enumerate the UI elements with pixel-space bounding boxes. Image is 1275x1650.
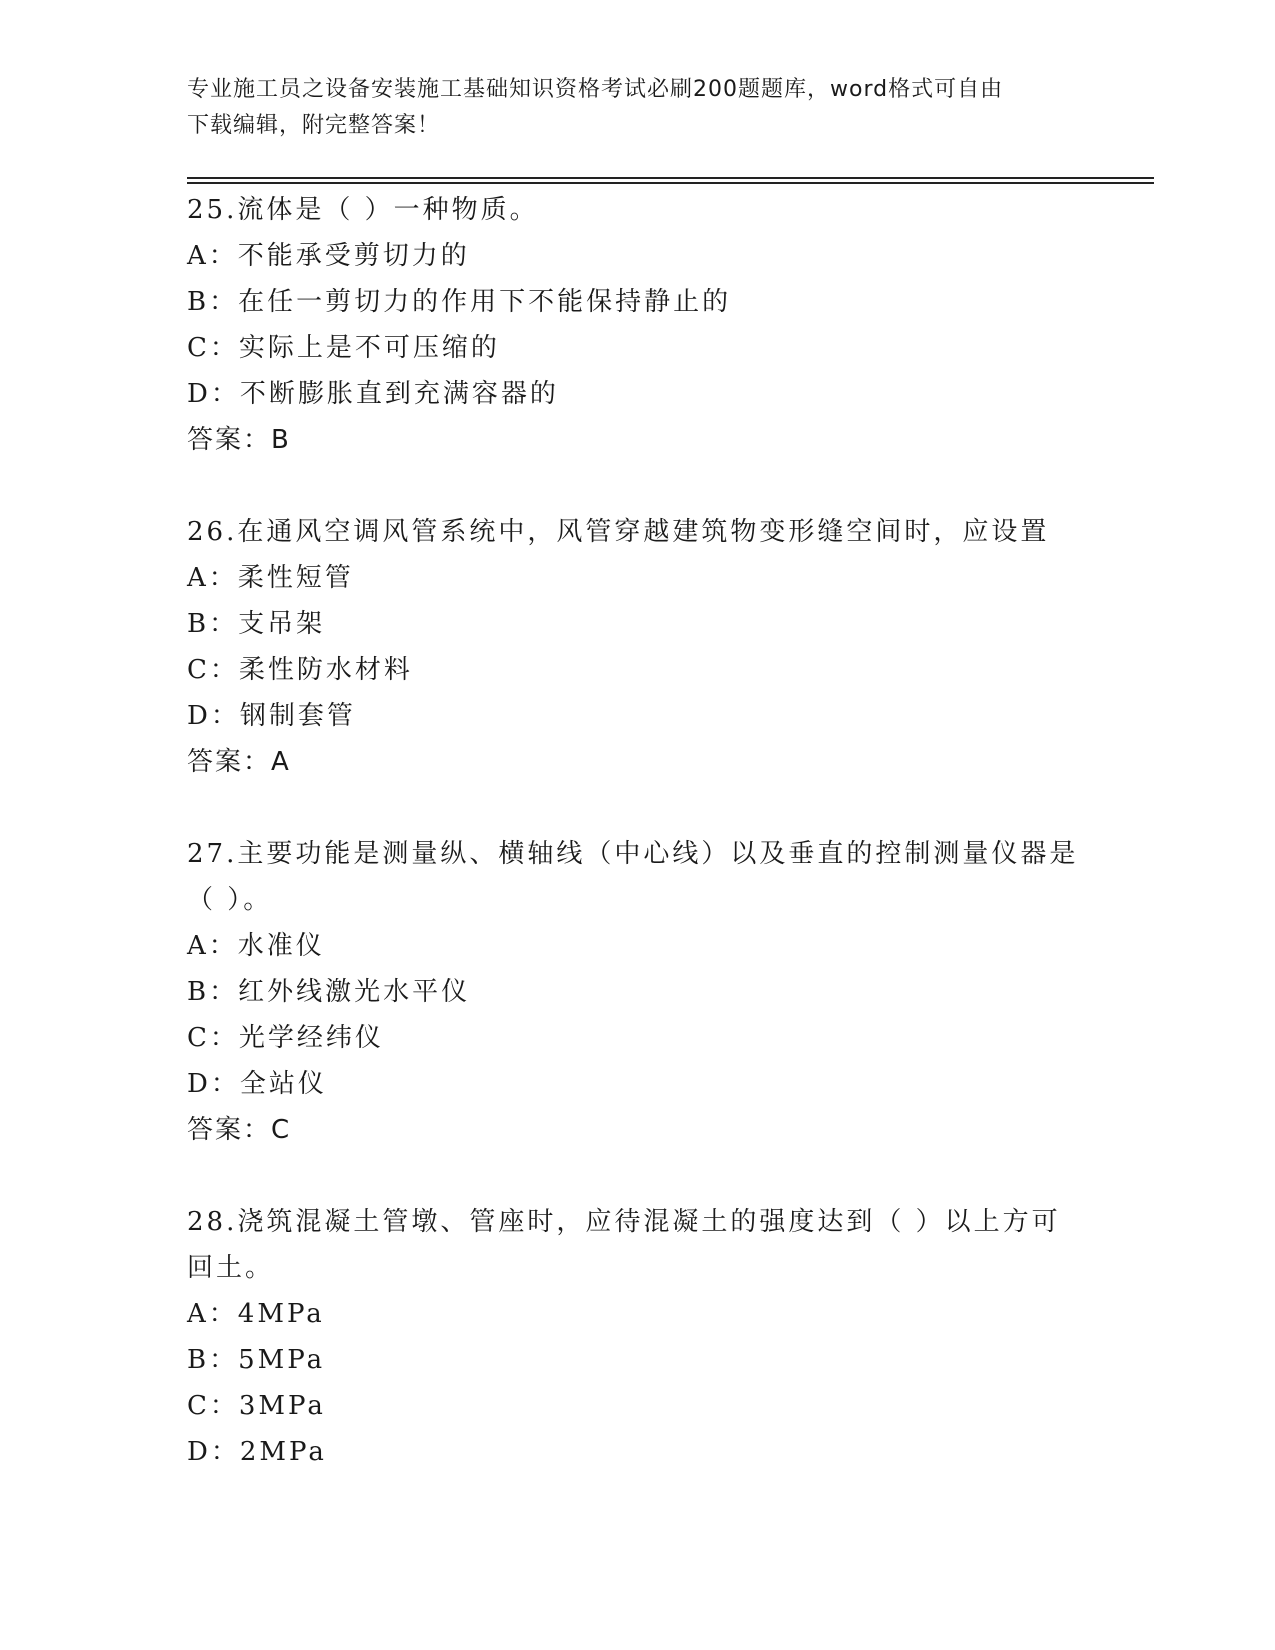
header-divider-bottom [187, 182, 1154, 184]
answer-line: 答案：B [187, 425, 291, 455]
question-number: 26. [187, 517, 238, 547]
question-list [187, 187, 1087, 1475]
question-stem: 在通风空调风管系统中，风管穿越建筑物变形缝空间时，应设置 [237, 517, 1050, 547]
question-text [187, 1199, 1087, 1291]
question-stem: 浇筑混凝土管墩、管座时，应待混凝土的强度达到（ ）以上方可回土。 [187, 1207, 1061, 1283]
option-c: C：3MPa [187, 1391, 326, 1421]
question-stem: 流体是（ ）一种物质。 [237, 195, 539, 225]
question-stem: 主要功能是测量纵、横轴线（中心线）以及垂直的控制测量仪器是（ ）。 [187, 839, 1079, 915]
question-text [187, 509, 1087, 555]
option-d: D：2MPa [187, 1437, 327, 1467]
option-a: A：不能承受剪切力的 [187, 241, 470, 271]
option-d: D：钢制套管 [187, 701, 356, 731]
question-number: 25. [187, 195, 238, 225]
question-25 [187, 187, 1087, 463]
question-28 [187, 1199, 1087, 1475]
document-header [187, 72, 1067, 144]
option-c: C：光学经纬仪 [187, 1023, 384, 1053]
header-line-2: 下载编辑，附完整答案！ [187, 113, 441, 138]
option-a: A：水准仪 [187, 931, 325, 961]
option-b: B：在任一剪切力的作用下不能保持静止的 [187, 287, 732, 317]
question-26 [187, 509, 1087, 785]
question-text [187, 831, 1087, 923]
header-line-1: 专业施工员之设备安装施工基础知识资格考试必刷200题题库，word格式可自由 [187, 77, 1004, 102]
question-27 [187, 831, 1087, 1153]
option-a: A：4MPa [187, 1299, 325, 1329]
option-b: B：5MPa [187, 1345, 326, 1375]
option-c: C：柔性防水材料 [187, 655, 413, 685]
option-b: B：红外线激光水平仪 [187, 977, 471, 1007]
answer-line: 答案：A [187, 747, 291, 777]
option-a: A：柔性短管 [187, 563, 354, 593]
question-text [187, 187, 1087, 233]
option-b: B：支吊架 [187, 609, 326, 639]
question-number: 27. [187, 839, 238, 869]
answer-line: 答案：C [187, 1115, 292, 1145]
option-c: C：实际上是不可压缩的 [187, 333, 500, 363]
option-d: D：全站仪 [187, 1069, 327, 1099]
option-d: D：不断膨胀直到充满容器的 [187, 379, 559, 409]
header-divider-top [187, 177, 1154, 179]
question-number: 28. [187, 1207, 238, 1237]
